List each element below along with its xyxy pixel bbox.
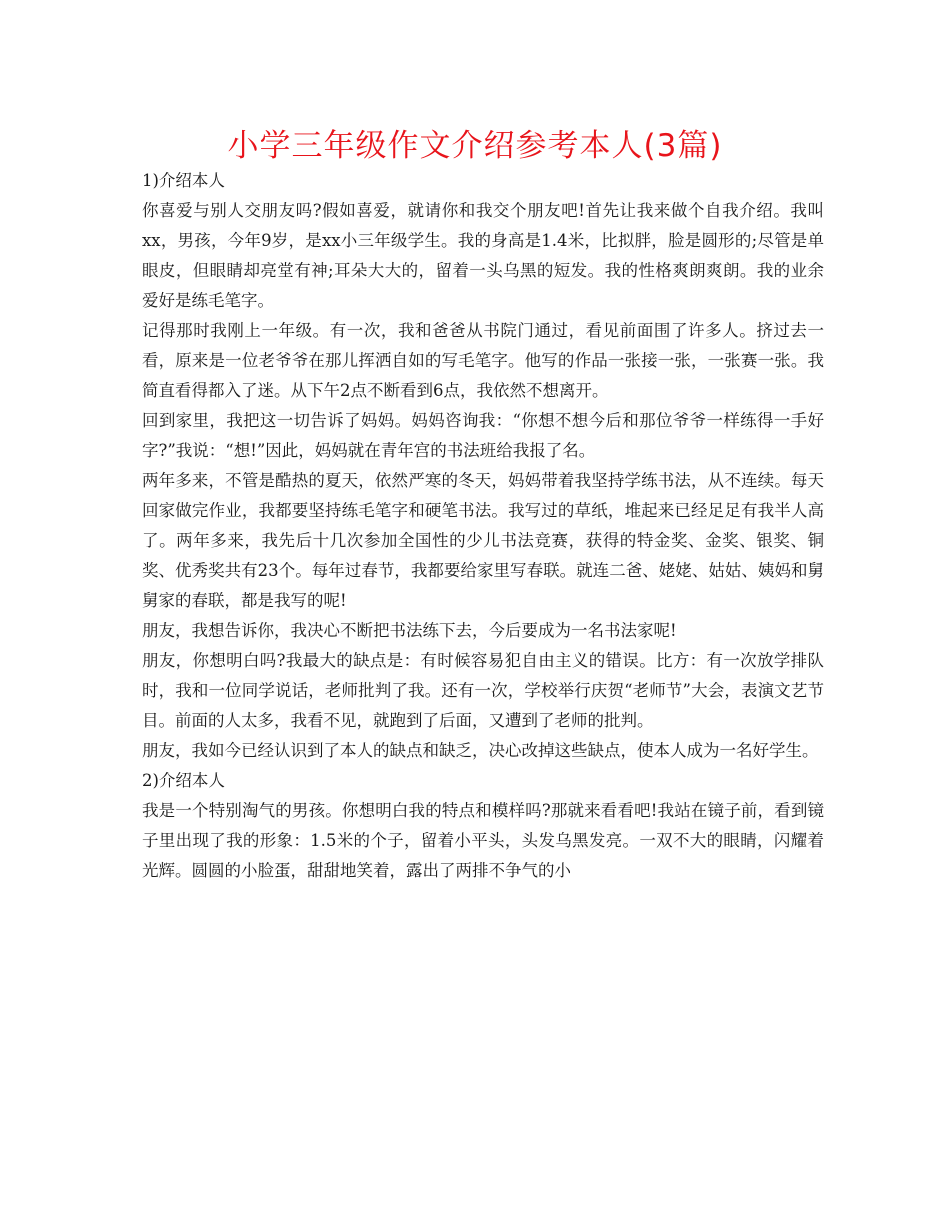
paragraph: 两年多来，不管是酷热的夏天，依然严寒的冬天，妈妈带着我坚持学练书法，从不连续。每天回家做完作业，我都要坚持练毛笔字和硬笔书法。我写过的草纸，堆起来已经足足有我半人高了。两年多来，我先后十几次参加全国性的少儿书法竞赛，获得的特金奖、金奖、银奖、铜奖、优秀奖共有23个。每年过春节，我都要给家里写春联。就连二爸、姥姥、姑姑、姨妈和舅舅家的春联，都是我写的呢! — [142, 471, 824, 610]
paragraph: 回到家里，我把这一切告诉了妈妈。妈妈咨询我：“你想不想今后和那位爷爷一样练得一手好字?”我说：“想!”因此，妈妈就在青年宫的书法班给我报了名。 — [142, 411, 824, 460]
paragraph: 朋友，我如今已经认识到了本人的缺点和缺乏，决心改掉这些缺点，使本人成为一名好学生。 — [142, 741, 819, 760]
paragraph: 朋友，我想告诉你，我决心不断把书法练下去，今后要成为一名书法家呢! — [142, 621, 677, 640]
section-heading-2: 2)介绍本人 — [142, 771, 225, 790]
section-heading-1: 1)介绍本人 — [142, 171, 225, 190]
paragraph: 朋友，你想明白吗?我最大的缺点是：有时候容易犯自由主义的错误。比方：有一次放学排队时，我和一位同学说话，老师批判了我。还有一次，学校举行庆贺“老师节”大会，表演文艺节目。前面的人太多，我看不见，就跑到了后面，又遭到了老师的批判。 — [142, 651, 824, 730]
paragraph: 我是一个特别淘气的男孩。你想明白我的特点和模样吗?那就来看看吧!我站在镜子前，看到镜子里出现了我的形象：1.5米的个子，留着小平头，头发乌黑发亮。一双不大的眼睛，闪耀着光辉。圆圆的小脸蛋，甜甜地笑着，露出了两排不争气的小 — [142, 801, 824, 880]
paragraph: 你喜爱与别人交朋友吗?假如喜爱，就请你和我交个朋友吧!首先让我来做个自我介绍。我叫xx，男孩，今年9岁，是xx小三年级学生。我的身高是1.4米，比拟胖，脸是圆形的;尽管是单眼皮，但眼睛却亮堂有神;耳朵大大的，留着一头乌黑的短发。我的性格爽朗爽朗。我的业余爱好是练毛笔字。 — [142, 201, 824, 310]
paragraph: 记得那时我刚上一年级。有一次，我和爸爸从书院门通过，看见前面围了许多人。挤过去一看，原来是一位老爷爷在那儿挥洒自如的写毛笔字。他写的作品一张接一张，一张赛一张。我简直看得都入了迷。从下午2点不断看到6点，我依然不想离开。 — [142, 321, 824, 400]
document-body — [142, 166, 824, 886]
document-title: 小学三年级作文介绍参考本人(3篇) — [227, 128, 723, 164]
